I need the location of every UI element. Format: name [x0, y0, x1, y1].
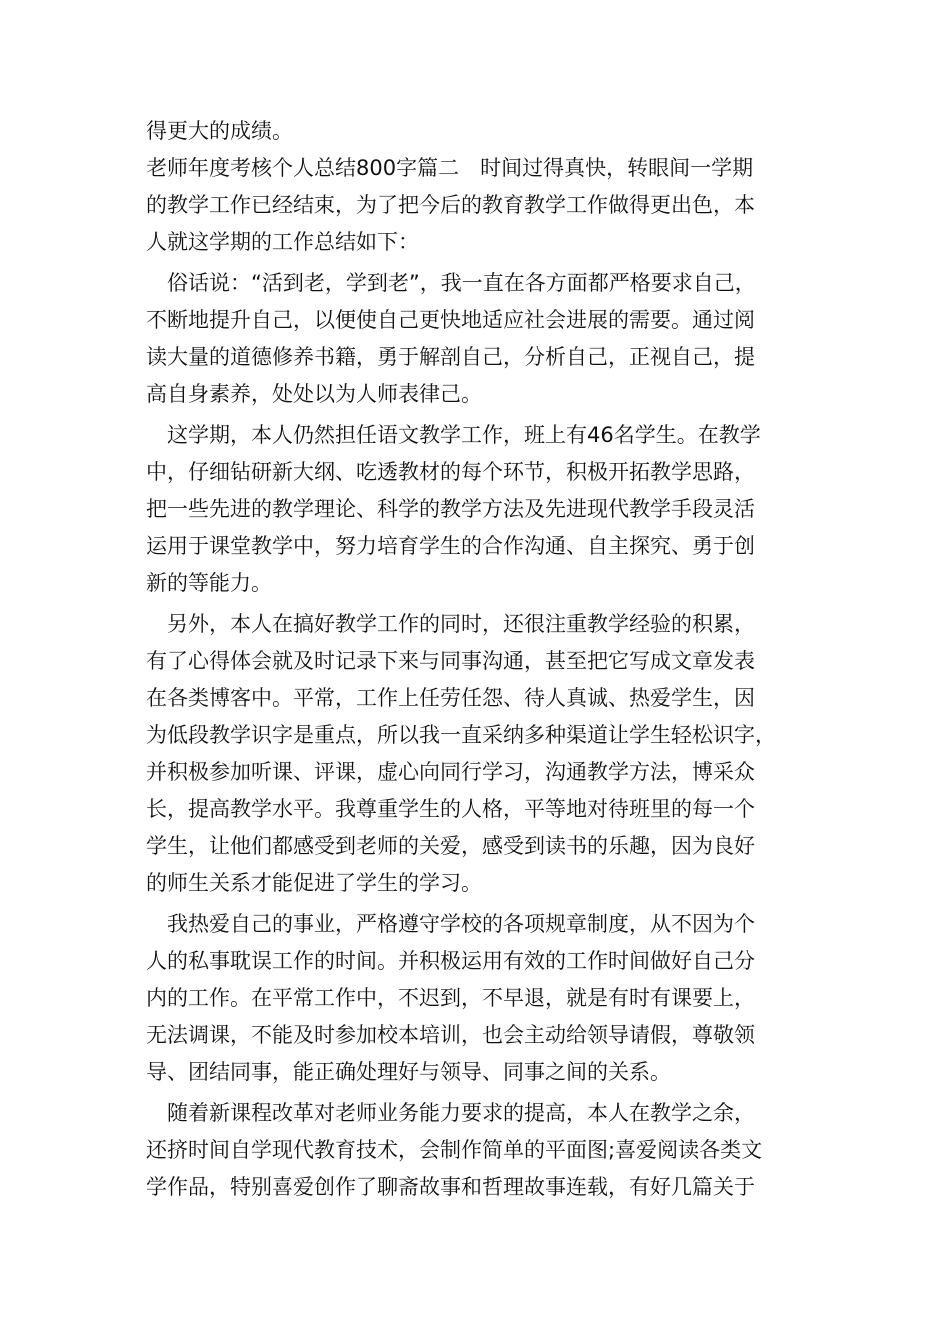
text-line: 另外，本人在搞好教学工作的同时，还很注重教学经验的积累，: [167, 612, 755, 636]
text-line: 老师年度考核个人总结800字篇二 时间过得真快，转眼间一学期: [146, 156, 754, 180]
text-line: 人就这学期的工作总结如下：: [146, 230, 419, 254]
text-line: 的师生关系才能促进了学生的学习。: [146, 871, 482, 895]
text-line: 得更大的成绩。: [146, 119, 293, 143]
text-line: 并积极参加听课、评课，虚心向同行学习，沟通教学方法，博采众: [146, 760, 755, 784]
text-line: 高自身素养，处处以为人师表律己。: [146, 382, 482, 406]
text-line: 我热爱自己的事业，严格遵守学校的各项规章制度，从不因为个: [167, 912, 755, 936]
text-line: 俗话说：“活到老，学到老”，我一直在各方面都严格要求自己，: [167, 271, 756, 295]
text-line: 有了心得体会就及时记录下来与同事沟通，甚至把它写成文章发表: [146, 649, 755, 673]
text-line: 把一些先进的教学理论、科学的教学方法及先进现代教学手段灵活: [146, 497, 755, 521]
document-body: [146, 113, 826, 1206]
text-line: 学生，让他们都感受到老师的关爱，感受到读书的乐趣，因为良好: [146, 834, 755, 858]
text-line: 读大量的道德修养书籍，勇于解剖自己，分析自己，正视自己，提: [146, 345, 755, 369]
text-line: 在各类博客中。平常，工作上任劳任怨、待人真诚、热爱学生，因: [146, 686, 755, 710]
text-line: 运用于课堂教学中，努力培育学生的合作沟通、自主探究、勇于创: [146, 534, 755, 558]
text-line: 不断地提升自己，以便使自己更快地适应社会进展的需要。通过阅: [146, 308, 755, 332]
text-line: 为低段教学识字是重点，所以我一直采纳多种渠道让学生轻松识字，: [146, 723, 776, 747]
text-line: 还挤时间自学现代教育技术，会制作简单的平面图;喜爱阅读各类文: [146, 1138, 763, 1162]
text-line: 这学期，本人仍然担任语文教学工作，班上有46名学生。在教学: [167, 423, 761, 447]
text-line: 随着新课程改革对老师业务能力要求的提高，本人在教学之余，: [167, 1101, 755, 1125]
text-line: 导、团结同事，能正确处理好与领导、同事之间的关系。: [146, 1060, 671, 1084]
text-line: 无法调课，不能及时参加校本培训，也会主动给领导请假，尊敬领: [146, 1023, 755, 1047]
text-line: 内的工作。在平常工作中，不迟到，不早退，就是有时有课要上，: [146, 986, 755, 1010]
text-line: 长，提高教学水平。我尊重学生的人格，平等地对待班里的每一个: [146, 797, 755, 821]
text-line: 中，仔细钻研新大纲、吃透教材的每个环节，积极开拓教学思路，: [146, 460, 755, 484]
text-line: 人的私事耽误工作的时间。并积极运用有效的工作时间做好自己分: [146, 949, 755, 973]
text-line: 新的等能力。: [146, 571, 272, 595]
text-line: 的教学工作已经结束，为了把今后的教育教学工作做得更出色，本: [146, 193, 755, 217]
text-line: 学作品，特别喜爱创作了聊斋故事和哲理故事连载，有好几篇关于: [146, 1175, 755, 1199]
